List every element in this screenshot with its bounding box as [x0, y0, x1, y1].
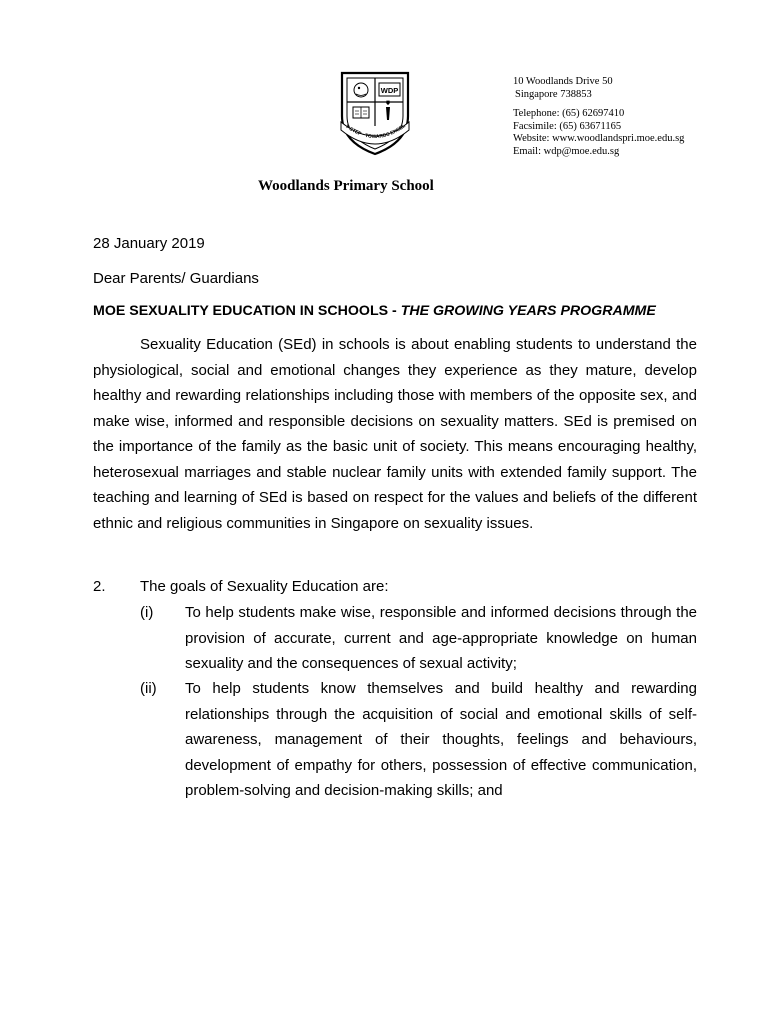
- letter-date: 28 January 2019: [93, 235, 205, 252]
- goals-intro-text: The goals of Sexuality Education are:: [140, 578, 389, 595]
- subject-programme-name: THE GROWING YEARS PROGRAMME: [400, 303, 656, 319]
- subject-main: MOE SEXUALITY EDUCATION IN SCHOOLS -: [93, 303, 401, 319]
- website-line: Website: www.woodlandspri.moe.edu.sg: [513, 133, 685, 144]
- goals-intro: [93, 578, 388, 595]
- email-line: Email: wdp@moe.edu.sg: [513, 145, 620, 157]
- address-line-2: Singapore 738853: [515, 88, 592, 100]
- goal-item: [140, 676, 697, 804]
- telephone-line: Telephone: (65) 62697410: [513, 108, 625, 119]
- crest-monogram: WDP: [380, 86, 399, 95]
- school-name-heading: Woodlands Primary School: [258, 178, 434, 194]
- goal-item: [140, 600, 697, 677]
- school-crest-logo: [338, 70, 412, 156]
- address-line-1: 10 Woodlands Drive 50: [513, 76, 613, 87]
- paragraph-1: Sexuality Education (SEd) in schools is about enabling students to understand the physiological, social and emotional changes they experience as they mature, develop healthy and rewarding relationships including those with members of the opposite sex, and make wise, informed and responsible decisions on sexuality matters. SEd is premised on the importance of the family as the basic unit of society. This means encouraging healthy, heterosexual marriages and stable nuclear family units with extended family support. The teaching and learning of SEd is based on respect for the values and beliefs of the different ethnic and religious communities in Singapore on sexuality issues.: [93, 336, 697, 532]
- crest-ribbon-motto: Y STEP · TOWARDS EXCEL: [344, 123, 407, 141]
- goal-text: To help students make wise, responsible and informed decisions through the provision of accurate, current and age-appropriate knowledge on human sexuality and the consequences of sexual activity;: [185, 604, 697, 672]
- facsimile-line: Facsimile: (65) 63671165: [513, 120, 622, 132]
- goal-label: (i): [140, 604, 154, 621]
- goal-label: (ii): [140, 680, 157, 697]
- school-address-block: [513, 76, 684, 158]
- goal-text: To help students know themselves and build healthy and rewarding relationships through the acquisition of social and emotional skills of self-awareness, management of their thoughts, feelings and behaviours, development of empathy for others, possession of effective communication, problem-solving and decision-making skills; and: [185, 680, 697, 799]
- letter-subject: [93, 303, 656, 319]
- paragraph-number: 2.: [93, 578, 106, 595]
- letter-salutation: Dear Parents/ Guardians: [93, 270, 259, 287]
